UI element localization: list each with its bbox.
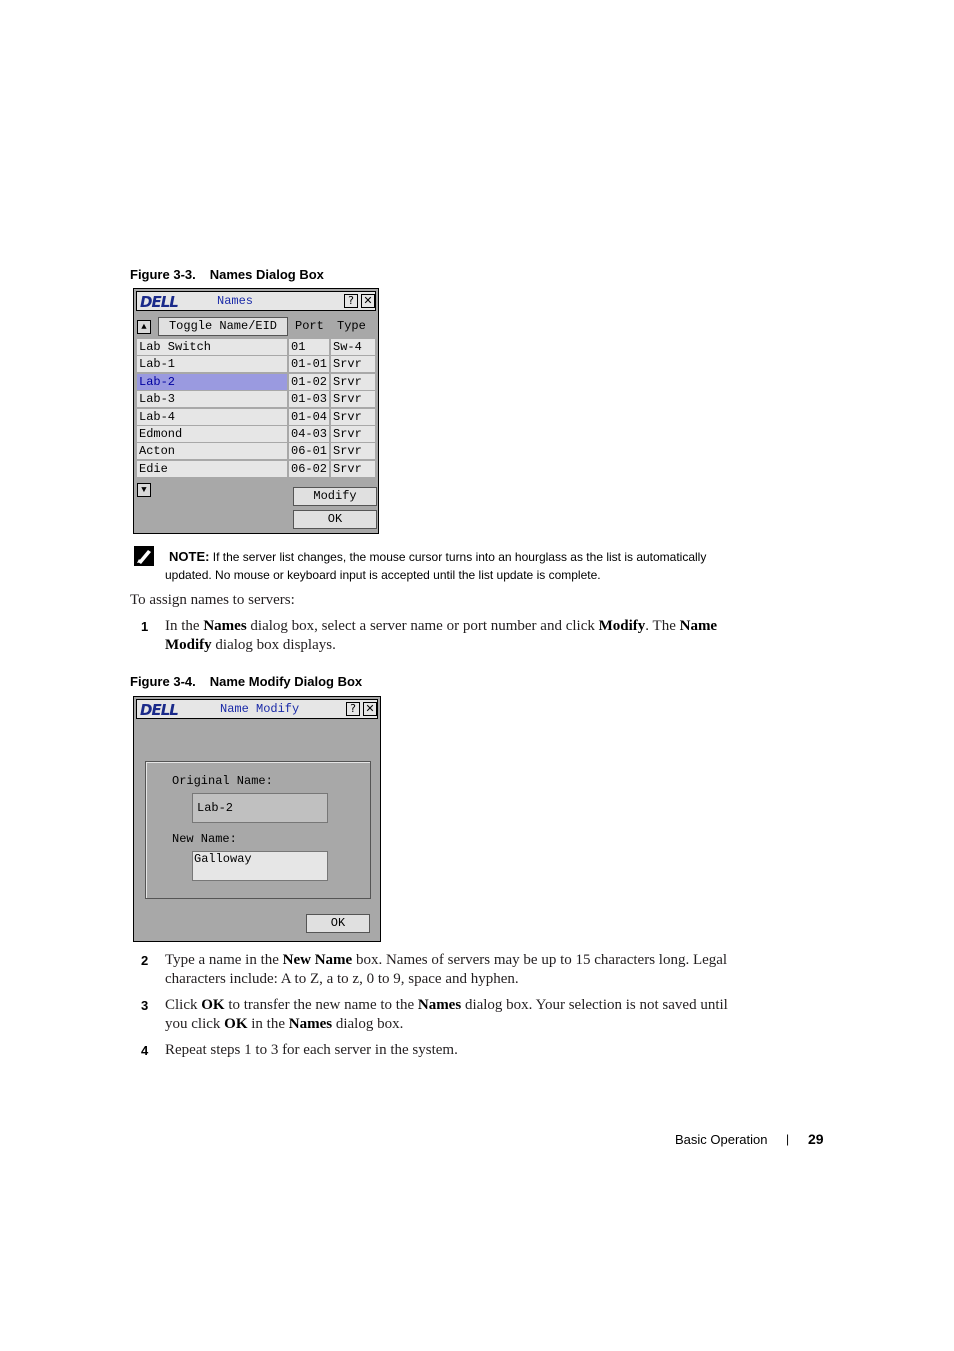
server-name-cell[interactable]: Lab-1 xyxy=(137,356,287,372)
step-2-text: Type a name in the New Name box. Names of servers may be up to 15 characters long. Legal characters include: A to Z, a to z, 0 to 9, space and hyphen. xyxy=(165,952,728,987)
note-text: If the server list changes, the mouse cursor turns into an hourglass as the list is automatically xyxy=(209,550,707,564)
type-cell: Srvr xyxy=(331,426,375,442)
scroll-down-icon[interactable]: ▼ xyxy=(137,483,151,497)
name-group-box xyxy=(145,761,371,899)
toggle-name-eid-button[interactable]: Toggle Name/EID xyxy=(158,317,288,336)
name-modify-titlebar xyxy=(136,699,378,719)
port-cell[interactable]: 06-02 xyxy=(291,462,328,476)
step-number: 3 xyxy=(141,998,149,1013)
type-cell: Srvr xyxy=(331,461,375,477)
help-icon[interactable]: ? xyxy=(344,294,358,308)
server-name-cell[interactable]: Edmond xyxy=(137,426,287,442)
column-header-type[interactable]: Type xyxy=(337,319,366,333)
step-3-text: Click OK to transfer the new name to the Names dialog box. Your selection is not saved until you click OK in the Names dialog box. xyxy=(165,997,728,1032)
close-icon[interactable]: ✕ xyxy=(361,294,375,308)
ok-button[interactable]: OK xyxy=(293,510,377,529)
dialog-title: Name Modify xyxy=(220,702,300,716)
modify-button[interactable]: Modify xyxy=(293,487,377,506)
type-cell: Srvr xyxy=(331,356,375,372)
port-cell[interactable]: 04-03 xyxy=(291,427,328,441)
note-label: NOTE: xyxy=(169,549,210,564)
names-dialog-titlebar xyxy=(136,291,376,311)
note-line-1 xyxy=(169,548,789,566)
dell-logo: DELL xyxy=(140,701,178,719)
server-name-cell[interactable]: Lab-3 xyxy=(137,391,287,407)
figure-number: Figure 3-4. xyxy=(130,674,196,689)
port-cell[interactable]: 01-04 xyxy=(291,410,328,424)
note-pencil-icon xyxy=(134,546,154,566)
figure-3-4-caption xyxy=(130,674,362,689)
original-name-label: Original Name: xyxy=(172,774,273,788)
name-modify-dialog xyxy=(133,696,381,942)
type-cell: Srvr xyxy=(331,391,375,407)
step-1-text: In the Names dialog box, select a server name or port number and click Modify. The Name Modify dialog box displays. xyxy=(165,618,718,653)
original-name-field: Lab-2 xyxy=(192,793,328,823)
figure-title: Name Modify Dialog Box xyxy=(209,674,363,689)
close-icon[interactable]: ✕ xyxy=(363,702,377,716)
note-line-2: updated. No mouse or keyboard input is accepted until the list update is complete. xyxy=(165,568,601,582)
names-dialog xyxy=(133,288,379,534)
help-icon[interactable]: ? xyxy=(346,702,360,716)
figure-number: Figure 3-3. xyxy=(130,267,196,282)
step-number: 2 xyxy=(141,953,149,968)
new-name-input[interactable]: Galloway xyxy=(192,851,328,881)
figure-3-3-caption xyxy=(130,267,324,282)
scroll-up-icon[interactable]: ▲ xyxy=(137,320,151,334)
port-cell[interactable]: 06-01 xyxy=(291,444,328,458)
ok-button[interactable]: OK xyxy=(306,914,370,933)
port-cell[interactable]: 01 xyxy=(289,339,329,355)
step-number: 1 xyxy=(141,619,149,634)
port-cell[interactable]: 01-03 xyxy=(291,392,328,406)
server-name-cell[interactable]: Edie xyxy=(137,461,287,477)
server-name-cell-selected[interactable]: Lab-2 xyxy=(137,374,287,390)
step-number: 4 xyxy=(141,1043,149,1058)
step-4-text: Repeat steps 1 to 3 for each server in the system. xyxy=(165,1042,458,1058)
column-header-port[interactable]: Port xyxy=(295,319,324,333)
server-name-cell[interactable]: Lab-4 xyxy=(137,409,287,425)
page-number: 29 xyxy=(808,1131,824,1147)
dialog-title: Names xyxy=(217,294,254,308)
footer-section: Basic Operation xyxy=(675,1132,768,1147)
type-cell: Srvr xyxy=(331,409,375,425)
type-cell: Srvr xyxy=(331,443,375,459)
type-cell: Sw-4 xyxy=(331,339,375,355)
type-cell: Srvr xyxy=(331,374,375,390)
server-list xyxy=(135,339,377,480)
figure-title: Names Dialog Box xyxy=(209,267,324,282)
dell-logo: DELL xyxy=(140,293,178,311)
port-cell[interactable]: 01-01 xyxy=(291,357,328,371)
port-cell[interactable]: 01-02 xyxy=(291,375,328,389)
server-name-cell[interactable]: Lab Switch xyxy=(137,339,287,355)
intro-text: To assign names to servers: xyxy=(130,592,295,608)
new-name-label: New Name: xyxy=(172,832,237,846)
server-name-cell[interactable]: Acton xyxy=(137,443,287,459)
footer-separator: | xyxy=(786,1132,790,1146)
